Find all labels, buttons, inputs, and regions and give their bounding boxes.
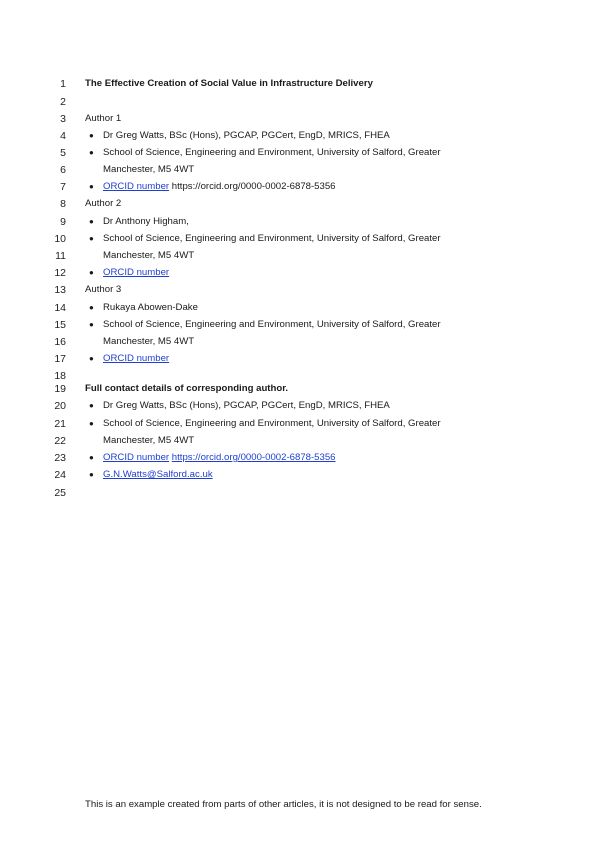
contact-heading: Full contact details of corresponding author. bbox=[85, 383, 289, 394]
line-number: 6 bbox=[60, 164, 66, 176]
bullet-icon: ● bbox=[89, 453, 94, 462]
line-number: 9 bbox=[60, 216, 66, 228]
author-affiliation-cont: Manchester, M5 4WT bbox=[103, 250, 195, 261]
orcid-link[interactable]: ORCID number bbox=[103, 452, 170, 463]
line-number: 2 bbox=[60, 96, 66, 108]
bullet-icon: ● bbox=[89, 182, 94, 191]
line-number: 16 bbox=[54, 336, 66, 348]
bullet-icon: ● bbox=[89, 217, 94, 226]
line-number: 20 bbox=[54, 400, 66, 412]
bullet-icon: ● bbox=[89, 470, 94, 479]
author-affiliation: School of Science, Engineering and Environment, University of Salford, Greater bbox=[103, 233, 441, 244]
line-number: 8 bbox=[60, 198, 66, 210]
bullet-icon: ● bbox=[89, 354, 94, 363]
line-number: 21 bbox=[54, 418, 66, 430]
line-number: 17 bbox=[54, 353, 66, 365]
line-number: 14 bbox=[54, 302, 66, 314]
line-number: 5 bbox=[60, 147, 66, 159]
orcid-link[interactable]: ORCID number bbox=[103, 353, 170, 364]
line-number: 22 bbox=[54, 435, 66, 447]
author-heading: Author 3 bbox=[85, 284, 122, 295]
bullet-icon: ● bbox=[89, 234, 94, 243]
line-number: 24 bbox=[54, 469, 66, 481]
author-affiliation-cont: Manchester, M5 4WT bbox=[103, 336, 195, 347]
orcid-line bbox=[103, 353, 169, 365]
author-heading: Author 1 bbox=[85, 113, 122, 124]
bullet-icon: ● bbox=[89, 320, 94, 329]
line-number: 7 bbox=[60, 181, 66, 193]
line-number: 4 bbox=[60, 130, 66, 142]
line-number: 3 bbox=[60, 113, 66, 125]
orcid-url: https://orcid.org/0000-0002-6878-5356 bbox=[171, 181, 336, 192]
bullet-icon: ● bbox=[89, 303, 94, 312]
line-number: 15 bbox=[54, 319, 66, 331]
bullet-icon: ● bbox=[89, 268, 94, 277]
orcid-link[interactable]: ORCID number bbox=[103, 181, 170, 192]
document-title: The Effective Creation of Social Value in Infrastructure Delivery bbox=[85, 78, 373, 89]
line-number: 11 bbox=[55, 250, 66, 262]
contact-name: Dr Greg Watts, BSc (Hons), PGCAP, PGCert, EngD, MRICS, FHEA bbox=[103, 400, 390, 411]
orcid-line bbox=[103, 181, 336, 193]
author-affiliation-cont: Manchester, M5 4WT bbox=[103, 164, 195, 175]
line-number: 18 bbox=[54, 370, 66, 382]
bullet-icon: ● bbox=[89, 131, 94, 140]
author-heading: Author 2 bbox=[85, 198, 122, 209]
footer-note: This is an example created from parts of other articles, it is not designed to be read for sense. bbox=[85, 799, 482, 810]
line-number: 25 bbox=[54, 487, 66, 499]
line-number: 23 bbox=[54, 452, 66, 464]
contact-affiliation-cont: Manchester, M5 4WT bbox=[103, 435, 195, 446]
email-line bbox=[103, 469, 213, 481]
author-affiliation: School of Science, Engineering and Environment, University of Salford, Greater bbox=[103, 147, 441, 158]
contact-affiliation: School of Science, Engineering and Environment, University of Salford, Greater bbox=[103, 418, 441, 429]
author-name: Dr Greg Watts, BSc (Hons), PGCAP, PGCert, EngD, MRICS, FHEA bbox=[103, 130, 390, 141]
orcid-url-link[interactable]: https://orcid.org/0000-0002-6878-5356 bbox=[171, 452, 336, 463]
line-number: 10 bbox=[54, 233, 66, 245]
line-number: 19 bbox=[54, 383, 66, 395]
author-name: Dr Anthony Higham, bbox=[103, 216, 189, 227]
email-link[interactable]: G.N.Watts@Salford.ac.uk bbox=[103, 469, 213, 480]
author-name: Rukaya Abowen-Dake bbox=[103, 302, 198, 313]
line-number: 13 bbox=[54, 284, 66, 296]
author-affiliation: School of Science, Engineering and Environment, University of Salford, Greater bbox=[103, 319, 441, 330]
bullet-icon: ● bbox=[89, 148, 94, 157]
bullet-icon: ● bbox=[89, 419, 94, 428]
orcid-line bbox=[103, 267, 169, 279]
line-number: 12 bbox=[54, 267, 66, 279]
line-number: 1 bbox=[60, 78, 66, 90]
orcid-link[interactable]: ORCID number bbox=[103, 267, 170, 278]
orcid-line bbox=[103, 452, 336, 464]
bullet-icon: ● bbox=[89, 401, 94, 410]
